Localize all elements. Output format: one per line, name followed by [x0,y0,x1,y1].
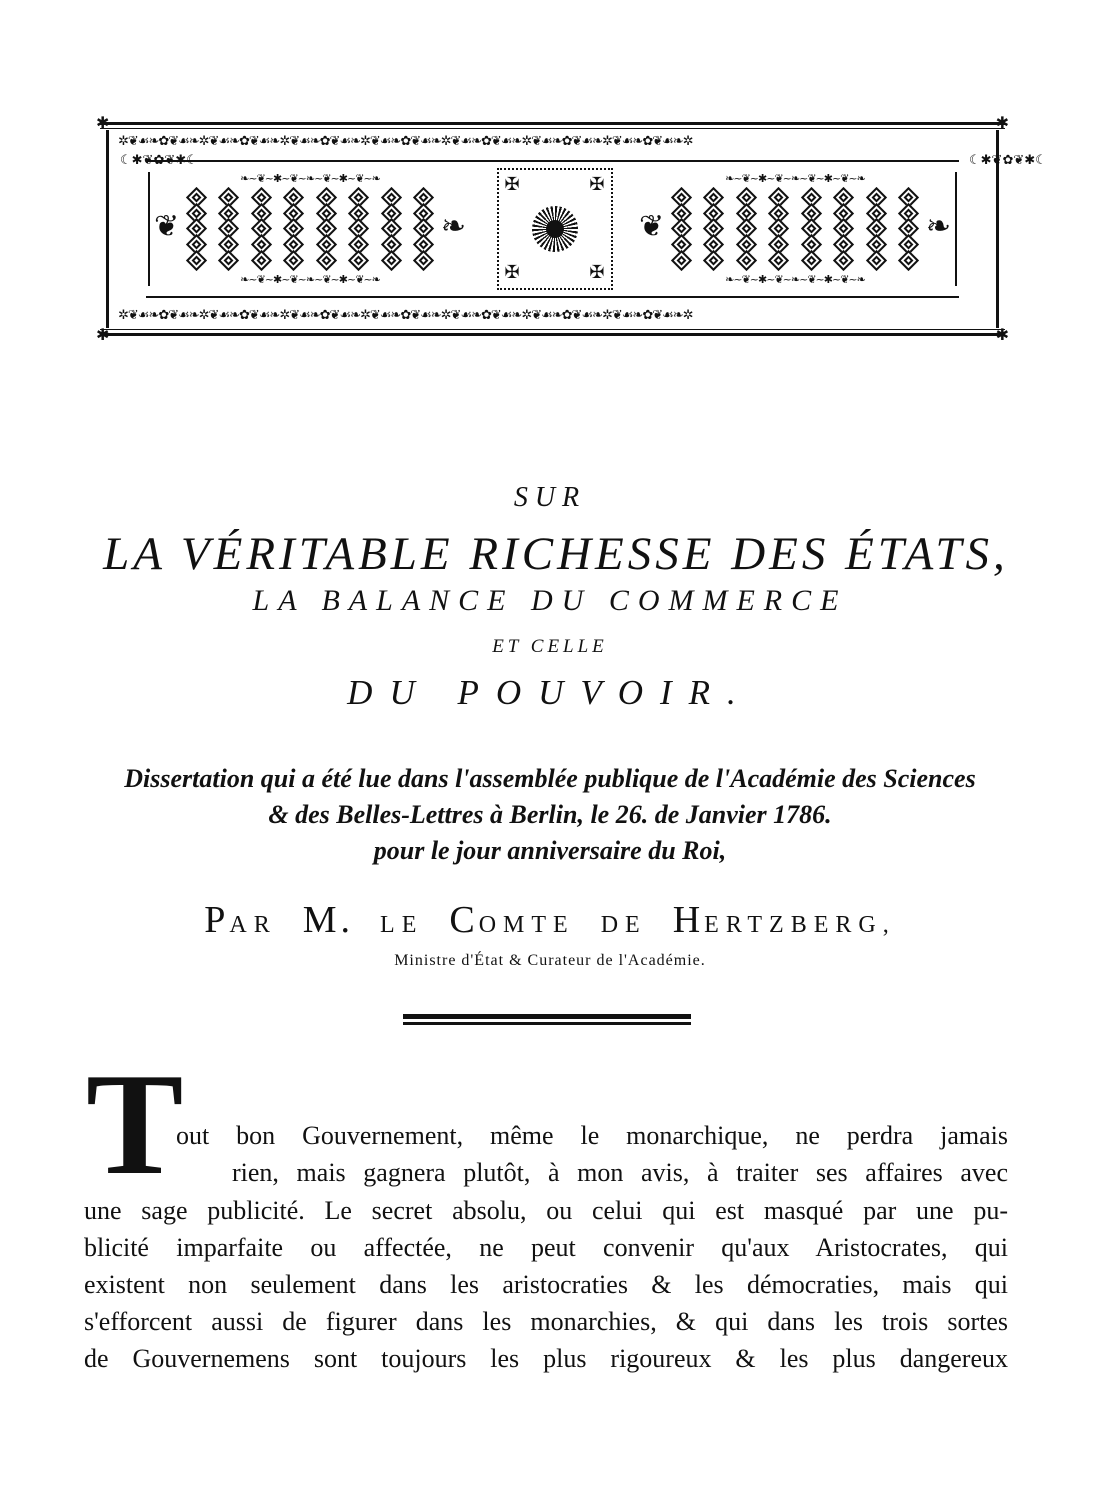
body-line: blicité imparfaite ou affectée, ne peut convenir qu'aux Aristocrates, qui [84,1233,1008,1262]
acanthus-leaf-icon: ❦ [154,209,180,244]
sunburst-icon [532,206,578,252]
diamond-ornament-icon [671,250,692,271]
author-par-cap: P [204,899,230,941]
diamond-ornament-icon [381,250,402,271]
side-border-left-icon: ☾✱❦✿❦✱☾ [120,153,198,168]
title-pre: SUR [513,482,587,513]
body-line: s'efforcent aussi de figurer dans les monarchies, & qui dans les trois sortes [84,1307,1008,1336]
author-le: LE [380,912,424,938]
diamond-lattice [665,190,925,268]
fleuron-icon: ✠ [504,174,520,195]
body-line: de Gouvernemens sont toujours les plus rigoureux & les plus dangereux [84,1344,1008,1373]
body-line: une sage publicité. Le secret absolu, ou celui qui est masqué par une pu- [84,1196,1008,1225]
star-ornament-icon: ✱ [995,325,1009,344]
diamond-ornament-icon [768,250,789,271]
lattice-panel-left [148,172,470,286]
star-ornament-icon: ✱ [96,113,110,132]
author-title: Ministre d'État & Curateur de l'Académie. [394,952,706,969]
body-line: rien, mais gagnera plutôt, à mon avis, à traiter ses affaires avec [232,1158,1008,1187]
bottom-rule [100,333,1005,336]
diamond-lattice [180,190,440,268]
fleuron-icon: ✠ [504,262,520,283]
diamond-ornament-icon [251,250,272,271]
vine-border-icon: ❧~❦~✱~❦~❧~❦~✱~❦~❧ [240,273,380,286]
diamond-ornament-icon [801,250,822,271]
acanthus-leaf-icon: ❧ [440,209,466,244]
diamond-ornament-icon [316,250,337,271]
author-par-rest: AR [229,912,277,938]
top-rule [100,122,1005,125]
diamond-ornament-icon [736,250,757,271]
author-m: M. [302,899,355,941]
side-border-right-icon: ☾✱❦✿❦✱☾ [969,153,1047,168]
top-rule-thin [100,128,1005,129]
drop-cap: T [86,1043,184,1205]
dissertation-line-3: pour le jour anniversaire du Roi, [373,836,727,865]
diamond-ornament-icon [186,250,207,271]
vine-border-icon: ❧~❦~✱~❦~❧~❦~✱~❦~❧ [725,172,865,185]
scroll-border-top-icon: ✲❦☙❧✿❦☙❧✲❦☙❧✿❦☙❧✲❦☙❧✿❦☙❧✲❦☙❧✿❦☙❧✲❦☙❧✿❦☙❧✲❦☙❧✿❦☙❧✲❦☙❧✿❦☙❧✲ [118,134,693,149]
scroll-border-bottom-icon: ✲❦☙❧✿❦☙❧✲❦☙❧✿❦☙❧✲❦☙❧✿❦☙❧✲❦☙❧✿❦☙❧✲❦☙❧✿❦☙❧✲❦☙❧✿❦☙❧✲❦☙❧✿❦☙❧✲ [118,308,693,323]
diamond-ornament-icon [703,250,724,271]
dissertation-line-1: Dissertation qui a été lue dans l'assemblée publique de l'Académie des Sciences [124,764,976,793]
vine-border-icon: ❧~❦~✱~❦~❧~❦~✱~❦~❧ [240,172,380,185]
star-ornament-icon: ✱ [96,325,110,344]
inner-frame [146,160,959,298]
author-de: DE [600,912,647,938]
diamond-ornament-icon [348,250,369,271]
author-name-cap: H [672,899,705,941]
diamond-ornament-icon [218,250,239,271]
author-comte-cap: C [449,899,479,941]
body-line: existent non seulement dans les aristocraties & les démocraties, mais qui [84,1270,1008,1299]
lattice-panel-right [635,172,957,286]
diamond-ornament-icon [833,250,854,271]
author-name-rest: ERTZBERG, [704,912,896,938]
fleuron-icon: ✠ [589,174,605,195]
ornamental-headpiece [96,113,1047,344]
acanthus-leaf-icon: ❧ [925,209,951,244]
diamond-ornament-icon [413,250,434,271]
dissertation-line-2: & des Belles-Lettres à Berlin, le 26. de Janvier 1786. [268,800,832,829]
main-title: LA VÉRITABLE RICHESSE DES ÉTATS, [103,528,1009,580]
separator-rule [403,1014,691,1019]
body-line: out bon Gouvernement, même le monarchique, ne perdra jamais [176,1121,1008,1150]
subtitle-pouvoir: DU POUVOIR. [347,673,753,712]
subtitle-balance: LA BALANCE DU COMMERCE [252,584,848,617]
sun-medallion [497,168,613,290]
author-comte-rest: OMTE [478,912,575,938]
author-byline [0,898,1100,942]
diamond-ornament-icon [898,250,919,271]
separator-rule-thin [403,1022,691,1025]
acanthus-leaf-icon: ❦ [639,209,665,244]
diamond-ornament-icon [283,250,304,271]
subtitle-et-celle: ET CELLE [492,636,608,657]
bottom-rule-thin [100,329,1005,330]
fleuron-icon: ✠ [589,262,605,283]
star-ornament-icon: ✱ [995,113,1009,132]
vine-border-icon: ❧~❦~✱~❦~❧~❦~✱~❦~❧ [725,273,865,286]
diamond-ornament-icon [866,250,887,271]
